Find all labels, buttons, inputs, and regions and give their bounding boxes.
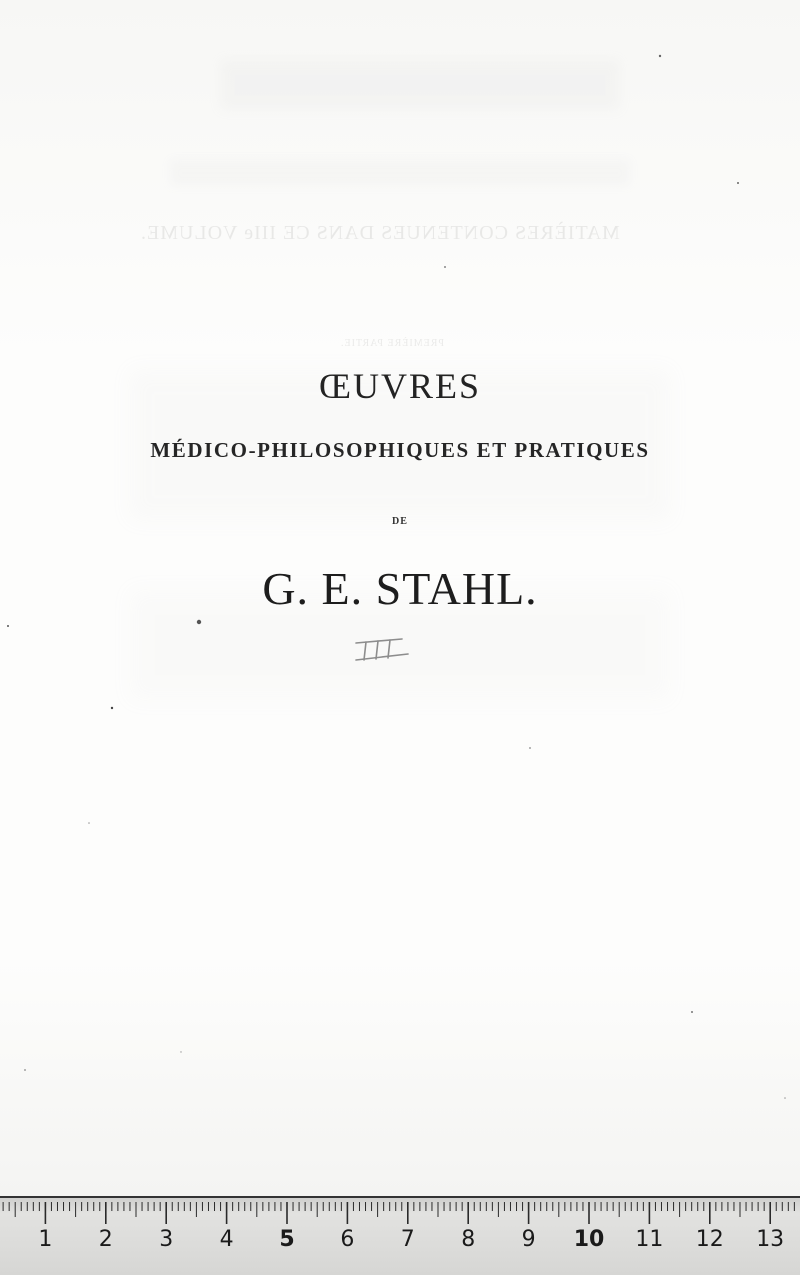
bleed-through-line: MATIÈRES CONTENUES DANS CE IIIe VOLUME.: [140, 222, 620, 244]
ruler-number: 5: [279, 1227, 295, 1252]
ruler-number: 3: [159, 1227, 174, 1252]
ruler-number: 4: [219, 1227, 234, 1252]
ruler-number: 9: [521, 1227, 536, 1252]
ruler-number: 7: [400, 1227, 415, 1252]
ruler-scale: [0, 1198, 800, 1275]
author-name: G. E. STAHL.: [262, 563, 538, 614]
ruler-number: 11: [635, 1227, 664, 1252]
ruler-number: 2: [98, 1227, 113, 1252]
ruler-number: 13: [756, 1227, 785, 1252]
ruler-number: 8: [461, 1227, 476, 1252]
book-title: ŒUVRES: [318, 366, 482, 406]
bleed-through-line: PREMIÈRE PARTIE.: [340, 338, 444, 349]
book-subtitle: MÉDICO-PHILOSOPHIQUES ET PRATIQUES: [150, 438, 650, 462]
ruler-number: 10: [573, 1227, 605, 1252]
measuring-ruler: [0, 1196, 800, 1275]
ruler-number: 6: [340, 1227, 355, 1252]
ruler-number: 1: [38, 1227, 53, 1252]
ruler-number: 12: [695, 1227, 724, 1252]
author-preposition: DE: [392, 516, 408, 527]
